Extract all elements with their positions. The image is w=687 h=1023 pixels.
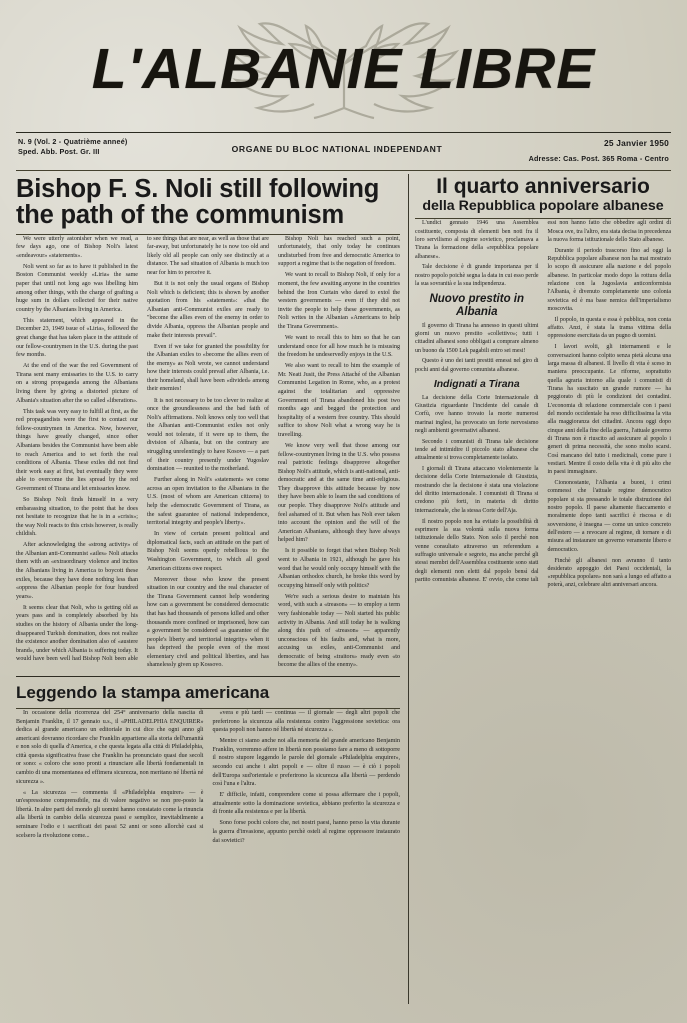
paragraph: Bishop Noli has reached such a point, unfortunately, that only today he continues undisturbed from free and democratic America to support a regime that is the negation of freedom.: [278, 235, 400, 268]
paragraph: Il popolo, in questa e essa è pubblica, non conta affatto. Anzi, è stata la trama vittima della oppressione esercitata da un pugno di uomini.: [547, 316, 671, 340]
paragraph: Durante il periodo trascorso fino ad oggi la Repubblica popolare albanese non ha mai mostrato lo scopo di assicurare alla nazione e del popolo albanese. In particolar modo dopo la rottura della relazione con la Jugoslavia anticonformista l'Albania, è divenuto completamente uno colonia sovietica ed è ma base nemica dell'imperialismo moscovita.: [547, 247, 671, 312]
right-column: [415, 174, 671, 1004]
paragraph: Is it possible to forget that when Bishop Noli went to Albania in 1921, although he gave his word that he would only occupy himself with the Albanian orthodox church, he broke this word by occupying himself only with politics?: [278, 548, 400, 589]
paragraph: Tale decisione è di grande importanza per il nostro popolo poichè segna la data in cui esso perde la sua sovranità e la sua indipendenza.: [415, 264, 539, 287]
paragraph: « La sicurezza — commenta il «Philadelphia enquirer» — è un'espressione comprensibile, ma di valore negativo se non pre-posto la libertà. In altre parti del mondo gli uomini hanno constatato come la rinuncia alla libertà in cambio della sicurezza passi e semplice, inevitabilmente a seminare l'odio e i sacrificati dei passi 52 anni or sono allorchè casi si scelsero la rivoluzione come...: [16, 789, 204, 839]
paragraph: It is not necessary to be too clever to realize at once the groundlessness and the bad faith of Noli's affirmations. Noli knows only too well that the Albanian anti-Communist exiles not only would not tolerate, if it were up to them, the division of Albania, but on the contrary are struggling unrelentingly to have Kosovo — a part of their country presently under Yugoslav domination — reunited to the motherland.: [147, 397, 269, 473]
paragraph: Noli went so far as to have it published in the Boston Communist weekly «Liria» the same paper that until not long ago was libelling him among other things, with the charge of grafting a huge sum in dollars collected for their native country by the Albanians living in America.: [16, 263, 138, 313]
content-area: [16, 174, 671, 1004]
paragraph: Questo è uno dei tanti prestiti emessi nel giro di pochi anni dal governo comunista albanese.: [415, 358, 539, 373]
left-article-headline: Bishop F. S. Noli still following the path of the communism: [16, 174, 380, 230]
right-article-body: [415, 219, 671, 590]
right-article-title: Il quarto anniversario: [436, 174, 650, 198]
page-title: L'ALBANIE LIBRE: [91, 37, 596, 101]
address-line: Adresse: Cas. Post. 365 Roma - Centro: [528, 154, 669, 164]
paragraph: At the end of the war the red Government of Tirana sent many emissaries to the U.S. to carry on a strong propaganda among the Albanians living there by giving a distorted picture of Albania's situation after the so called «liberation».: [16, 363, 138, 404]
left-column: [16, 174, 408, 1004]
paragraph: We also want to recall to him the example of Mr. Neati Jusit, the Press Attaché of the Albanian Communist Legation in Rome, who, as a protest against the totalitarian and oppressive Government of Tirana abandoned his post two months ago and begged the protection and hospitality of a western free country. This should suffice to show Noli what a wrong way he is travelling.: [278, 363, 400, 438]
paragraph: But it is not only the usual organs of Bishop Noli which is deficient; this is shown by another quotation from his «statement»: «that the Albanian anti-Communist exiles are ready to "become the allies even of the enemy in order to divide Albania, oppress the Albanian people and make their interests prevail".: [147, 281, 269, 339]
paragraph: La decisione della Corte Internazionale di Giustizia riguardante l'incidente del canale di Corfù, ove hanno trovato la morte numerosi marinai inglesi, ha provocato un forte nervosismo negli ambienti governativi albanesi.: [415, 394, 539, 434]
paragraph: Even if we take for granted the possibility for the Albanian exiles to «become the allies even of the enemy» as Noli wrote, we cannot understand how their interests could prevail after Albania, i.e. their homeland, shall have been «divided» among their enemies!: [147, 343, 269, 393]
paragraph: Sono forse pochi coloro che, nei nostri paesi, hanno perso la vita durante la guerra d'invasione, appunto perchè osteli al regime oppressore instaurato dai sovietici?: [212, 820, 400, 844]
paragraph: It seems clear that Noli, who is getting old as years pass and is completely absorbed by his studies on the history of Albania under the long-disappeared Turkish domination, does not realize the existence another domination also of «austere brand», under which Albania is suffering today. It would have been well had Bishop Noli been able to see things that are near, as well as those that are far-away, but unfortunately he is now too old and likely old all people can only see distinctly at a distance. The sad situation of Albania is much too near for him to perceive it.: [16, 235, 269, 663]
paragraph: We want to recall this to him so that he can understand once for all how much he is misusing the freedom he undeservedly enjoys in the U.S.: [278, 335, 400, 359]
issue-info: [18, 137, 200, 158]
paragraph: Moreover those who know the present situation in our country and the real character of the Tirana Government cannot help wondering how can a government be considered democratic that has had thousands of persons killed and other thousands more confined or imprisoned, how can a government be considered «a guarantee of the people's liberty and territorial integrity» when it has deprived the people even of the most elementary civil and political liberties, and has shamelessly given up Kossovo.: [147, 576, 269, 669]
paragraph: Mentre ci siamo anche noi alla memoria del grande americano Benjamin Franklin, vorremmo affere in libertà non possiamo fare a meno di sottoporre il nostro stupore leggendo le parole del giornale «Philadelphia enquirer», secondo cui anche i altri popoli e — oltre il russo — è ciò i popoli dell'Europa sud'orientale e preferirono la sicurezza alla libertà — perdendo così l'una e l'altra.: [212, 738, 400, 788]
paragraph: L'undici gennaio 1946 una Assemblea costituente, composta di elementi ben noti fra il loro servilismo al regime sovietico, proclamava a Tirana la formazione della «repubblica popolare albanese».: [415, 220, 539, 260]
issue-date-address: [474, 137, 669, 165]
paragraph: We want to recall to Bishop Noli, if only for a moment, the few awaiting anyone in the countries behind the Iron Curtain who dared to extol the western governments — even if they did not invite the people to help these governments, as Noli writes in the Albanian «Americans to help the Tirana Government».: [278, 272, 400, 330]
bottom-article-title: Leggendo la stampa americana: [16, 682, 270, 702]
issue-date: 25 Janvier 1950: [604, 138, 669, 148]
paragraph: E' difficile, infatti, comprendere come si possa affermare che i popoli, attualmente sotto la dominazione sovietica, abbiano preferito la sicurezza e di fronte alla resistenza e per la libertà.: [212, 792, 400, 816]
paragraph: Further along in Noli's «statement» we come across an open invitation to the Albanians in the U.S. (most of whom are American citizens) to help the «democratic Government of Tirana, as the safest guarantee of national independence, territorial integrity and people's liberty».: [147, 477, 269, 527]
paragraph: Ciononostante, l'Albania a buoni, i crimi commessi che l'attuale regime democratico popolare si sta pressando le totale distruzione del nostro popolo. Il paese altamente fiaccamento e moralmente dopo tanti sacrifici è riscosa e di sovversione, è insegna — come un unico concreto dell'estero — a revocare al regime, di tornare e di misura ad instaurare un governo veramente libero e democratico.: [547, 480, 671, 553]
masthead-infobar: [16, 133, 671, 168]
column-divider: [408, 174, 409, 1004]
paragraph: In occasione della ricorrenza del 254° anniversario della nascita di Benjamin Franklin, il 17 gennaio u.s., il «PHILADELPHIA ENQUIRER» dedica al grande americano un editoriale in cui dice che ogni anno gli americani dovranno ricordare che Franklin appartiene alla storia dell'umanità e non solo di quella d'America, e che questa legata alla città di Philadelphia, città questa significativa frase che Franklin ha pronunciato quasi due secoli or sono: « coloro che sono pronti a rinunciare alle libertà fondamentali in cambio di una momentanea ed effimera sicurezza, non meritano né libertà né sicurezza ».: [16, 709, 204, 785]
infobar-rule: [16, 170, 671, 171]
postal-info: Sped. Abb. Post. Gr. III: [18, 147, 100, 157]
paragraph: We know very well that those among our fellow-countrymen living in the U.S. who possess real patriotic feelings disapprove altogether Bishop Noli's attitude, which is anti-national, anti-democratic and at the same time anti-religious. They disapprove this attitude because by now they have been able to learn the sad conditions of our people. They disapprove Noli's attitude and feel ashamed of it. But when has Noli ever taken into account the opinion and the will of the American Albanians, although they have always helped him?: [278, 442, 401, 544]
paragraph: This statement, which appeared in the December 23, 1949 issue of «Liria», followed the great change that has taken place in the attitude of our fellow-countrymen in the U.S. during the past few months.: [16, 317, 138, 359]
issue-number: N. 9 (Vol. 2 - Quatrième anneé): [18, 137, 128, 146]
right-article-subtitle: della Repubblica popolare albanese: [422, 197, 664, 214]
bottom-article-body: [16, 709, 400, 845]
paragraph: We were utterly astonisher when we read, a few days ago, one of Bishop Noli's latest «endeavour» «statements».: [16, 235, 138, 259]
paragraph: After acknowledging the «strong activity» of the Albanian anti-Communist «ailes» Noli attacks them with an «extraordinary violence and incites the Albanians living in America to boycott these exiles, because they have done nothing less than «oppress the Albanian people for four hundred years».: [16, 542, 138, 600]
paragraph: Secondo i comunisti di Tirana tale decisione tende ad intimidire il piccolo stato albanese che attualmente si trova completamente isolato.: [415, 438, 539, 462]
section-title-nuovo-prestito: Nuovo prestito in Albania: [429, 293, 525, 318]
bottom-article: [16, 676, 400, 845]
paragraph: I lavori svolti, gli internamenti e le conversazioni hanno colpito senza pietà alcuna una larga massa di albanesi. Il livello di vita è sceso in maniera preoccupante. Le riforme, soprattutto quella agraria intorno alla quale i comunisti di Tirana ha suscitato un grande rumore — ha peggiorato di più le condizioni dei contadini. L'economia di relazione commerciale con i paesi del mondo occidentale ha reso difficilissima la vita alla maggioranza dei cittadini. Ancora oggi dopo cinque anni della fine della guerra, l'attuale governo di Tirana non è riuscito ad assicurare al popolo i generi di prima necessità, che sono molto scarsi. Così mancano del tutto i medicinali, come pure i vestiari. Mentre il costo della vita è di più alto che in paesi immaginare.: [547, 344, 671, 476]
masthead: [16, 14, 671, 130]
paragraph: Finchè gli albanesi non avranno il tanto desiderato appoggio dei Paesi occidentali, la «repubblica popolare» non sarà a lungo ed affatto a poterà, anzi, celebrare altri anniversari ancora.: [547, 557, 671, 589]
paragraph: Il nostro popolo non ha evitato la possibilità di esprimere la sua volontà sulla nuova forma istituzionale dello Stato. Non solo il perché non venne consultato attraverso un referendum a suffragio universale e segreto, ma anche perché gli stessi membri dell'Assemblea costituente sono stati degli elementi non eletti dal popolo bensì dal partito comunista albanese. E' ovvio, che come tali essi non hanno fatto che obbedire agli ordini di Mosca ove, tra l'altro, era stata decisa in precedenza la nuova forma istituzionale dello Stato albanese.: [415, 220, 671, 583]
paragraph: This task was very easy to fulfill at first, as the red propagandists were the first to contact our fellow-countrymen in America. Now, however, things have greatly changed, since other Albanians besides the Communist have been able to reach America and to set forth the real conditions of Albania. These exiles did not find their work easy at first, but eventually they were able to overcome the lies spread by the red Government of Tirana and let emissaries know.: [16, 408, 138, 492]
paragraph: I giornali di Tirana attaccano violentemente la decisione della Corte Internazionale di Giustizia, mostrando che la decisione è stata una violazione del diritto internazionale. I comunisti di Tirana si credono più forti, in materia di diritto internazionale, che la stessa Corte dell'Aja.: [415, 466, 539, 514]
paragraph: We're such a serious desire to maintain his word, with such a «treason» — to employ a term very fashionable today — Noli started his public activity in Albania. And still today he is walking along this path of «treason» — apparently unconscious of his faults and, what is more, accusing us exiles, anti-Communist and democratic of being «traitors» ready even «to become the allies of the enemy».: [278, 593, 400, 669]
paragraph: «vera e più tardi — continua — il giornale — degli altri popoli che preferirono la sicurezza alla resistenza contro l'aggressione sovietica: ora questa popoli non hanno né libertà né sicurezza ».: [212, 709, 400, 734]
paragraph: So Bishop Noli finds himself in a very embarassing situation, to the point that he does not hesitate to recognize that he is in a «crisis»; the way Noli reacts to this crisis however, is really childish.: [16, 496, 139, 538]
paragraph: In view of certain present political and diplomatical facts, such an attitude on the part of Bishop Noli seems openly rebellious to the Washington Government, to which all good American citizens owe respect.: [147, 531, 269, 572]
section-title-indignati: Indignati a Tirana: [433, 379, 520, 391]
paragraph: Il governo di Tirana ha annesso in questi ultimi giorni un nuovo prestito «collettivo»; tutti i cittadini albanesi sono obbligati a comprare almeno un buono da 1500 Lek pagabili entro sei mesi!: [415, 322, 539, 354]
organ-line: ORGANE DU BLOC NATIONAL INDEPENDANT: [231, 144, 443, 154]
left-article-body: [16, 235, 400, 670]
